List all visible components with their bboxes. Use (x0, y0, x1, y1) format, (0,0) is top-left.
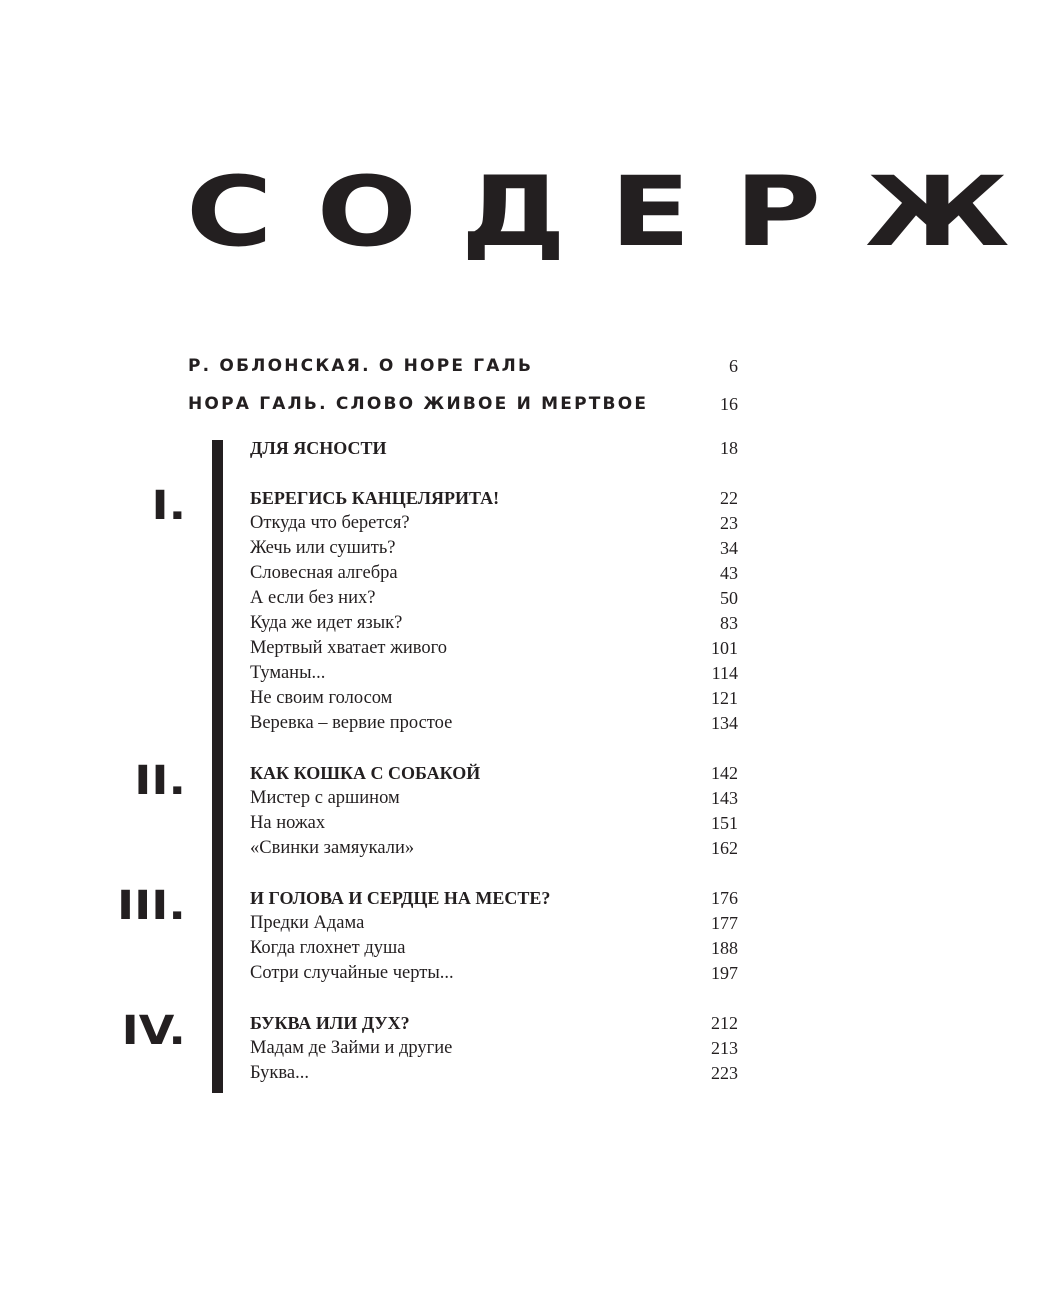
toc-entry-title: И ГОЛОВА И СЕРДЦЕ НА МЕСТЕ? (250, 888, 551, 908)
toc-entry-title: Мертвый хватает живого (250, 638, 448, 658)
toc-entry-title: КАК КОШКА С СОБАКОЙ (250, 763, 481, 783)
toc-entry-title: Когда глохнет душа (250, 938, 406, 958)
section-numeral-3: III. (117, 883, 186, 929)
section-numeral-2: II. (134, 758, 186, 804)
toc-entry[interactable] (250, 936, 738, 961)
toc-heading[interactable] (250, 886, 738, 911)
toc-entry-title: Не своим голосом (250, 688, 393, 708)
toc-entry-page: 213 (711, 1038, 738, 1058)
toc-entry[interactable] (250, 786, 738, 811)
toc-heading[interactable] (250, 486, 738, 511)
intro-entry-page: 16 (720, 394, 738, 414)
intro-entry-page: 6 (729, 356, 738, 376)
toc-entry[interactable] (250, 636, 738, 661)
toc-entry-title: Сотри случайные черты... (250, 963, 454, 983)
section-numeral-1: I. (151, 483, 186, 529)
toc-entry-page: 121 (711, 688, 738, 708)
toc-entry-title: Жечь или сушить? (250, 538, 396, 558)
page-title: СОДЕРЖ (186, 154, 1054, 268)
toc-entry-page: 143 (711, 788, 738, 808)
toc-entry-title: Куда же идет язык? (250, 613, 403, 633)
toc-entry-page: 151 (711, 813, 738, 833)
toc-entry[interactable] (250, 1061, 738, 1086)
toc-entry-page: 83 (720, 613, 738, 633)
toc-entry[interactable] (250, 961, 738, 986)
toc-entry[interactable] (250, 511, 738, 536)
toc-entry[interactable] (250, 1036, 738, 1061)
toc-entry-page: 101 (711, 638, 738, 658)
toc-entry[interactable] (250, 586, 738, 611)
toc-entry-page: 18 (720, 438, 738, 458)
toc-entry[interactable] (250, 611, 738, 636)
toc-entry-title: Буква... (250, 1063, 309, 1083)
toc-entry-page: 43 (720, 563, 738, 583)
intro-entry-title: НОРА ГАЛЬ. СЛОВО ЖИВОЕ И МЕРТВОЕ (188, 394, 649, 414)
toc-entry-title: Словесная алгебра (250, 563, 398, 583)
toc-entry-page: 50 (720, 588, 738, 608)
toc-entry[interactable] (250, 536, 738, 561)
toc-entry[interactable] (250, 836, 738, 861)
toc-entry[interactable] (250, 561, 738, 586)
toc-entry-page: 34 (720, 538, 738, 558)
toc-entry-title: А если без них? (250, 588, 376, 608)
toc-heading[interactable] (250, 1011, 738, 1036)
toc-entry-title: Откуда что берется? (250, 513, 410, 533)
toc-entry-page: 23 (720, 513, 738, 533)
toc-entry-page: 114 (711, 663, 738, 683)
section-divider-bar (212, 440, 223, 1093)
toc-entry[interactable] (250, 686, 738, 711)
toc-entry-page: 212 (711, 1013, 738, 1033)
intro-entry-title: Р. ОБЛОНСКАЯ. О НОРЕ ГАЛЬ (188, 356, 534, 376)
intro-entry-nora-gal[interactable] (188, 391, 738, 417)
toc-heading[interactable] (250, 436, 738, 461)
toc-entry-title: Мистер с аршином (250, 788, 400, 808)
toc-entry[interactable] (250, 811, 738, 836)
toc-entry-title: Мадам де Займи и другие (250, 1038, 453, 1058)
toc-entry-page: 176 (711, 888, 738, 908)
toc-entry-page: 134 (711, 713, 738, 733)
toc-entry-page: 142 (711, 763, 738, 783)
toc-entry-page: 223 (711, 1063, 738, 1083)
toc-entry-page: 197 (711, 963, 738, 983)
toc-entry[interactable] (250, 911, 738, 936)
toc-entry-title: «Свинки замяукали» (250, 838, 415, 858)
toc-entry-title: На ножах (250, 813, 326, 833)
toc-entry-page: 22 (720, 488, 738, 508)
toc-entry[interactable] (250, 711, 738, 736)
toc-entry-title: Веревка – вервие простое (250, 713, 453, 733)
toc-entry-title: Предки Адама (250, 913, 365, 933)
toc-entry-title: ДЛЯ ЯСНОСТИ (250, 438, 387, 458)
toc-entry-page: 188 (711, 938, 738, 958)
intro-entry-oblonskaya[interactable] (188, 353, 738, 379)
toc-entry-title: БЕРЕГИСЬ КАНЦЕЛЯРИТА! (250, 488, 500, 508)
toc-entry-page: 162 (711, 838, 738, 858)
toc-entry-title: Туманы... (250, 663, 326, 683)
toc-heading[interactable] (250, 761, 738, 786)
toc-entry-title: БУКВА ИЛИ ДУХ? (250, 1013, 410, 1033)
section-numeral-4: IV. (121, 1008, 186, 1054)
toc-entry-page: 177 (711, 913, 738, 933)
toc-entry[interactable] (250, 661, 738, 686)
